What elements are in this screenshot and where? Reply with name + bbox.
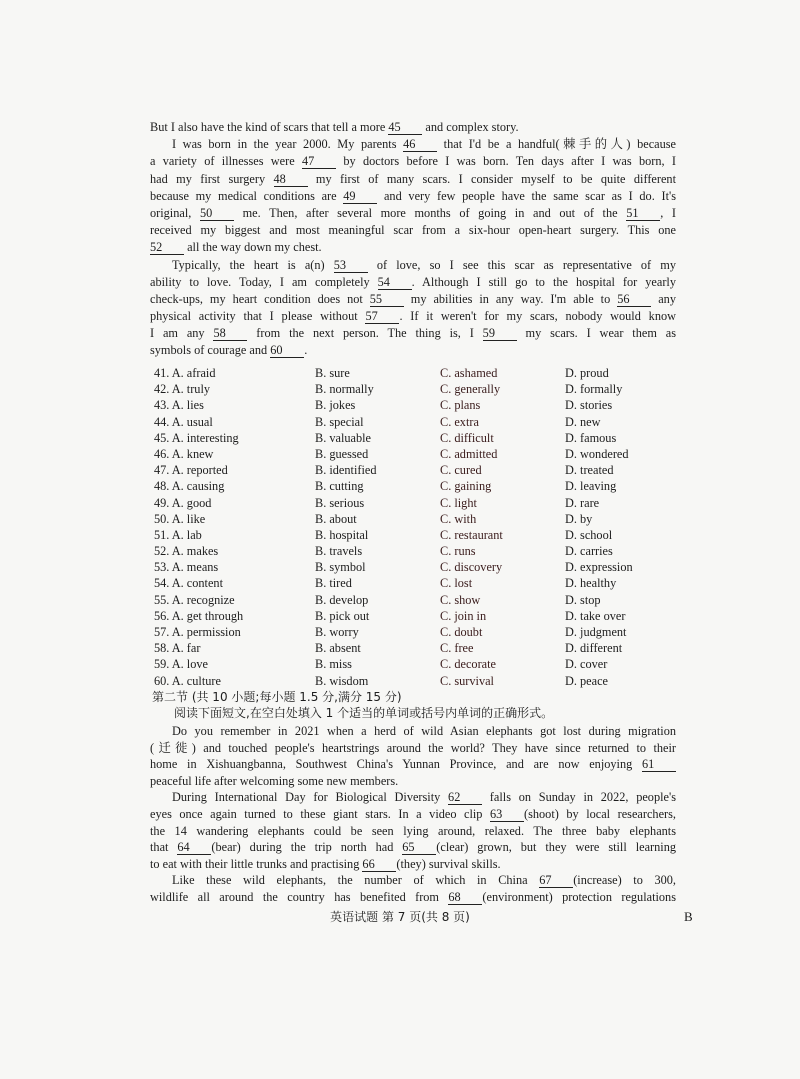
answer-blank: 66 <box>362 858 396 872</box>
option-c: C. extra <box>440 414 479 429</box>
option-b: B. serious <box>315 495 365 510</box>
option-d: D. treated <box>565 463 614 478</box>
option-a: 60. A. culture <box>154 673 221 688</box>
answer-blank: 52 <box>150 241 184 255</box>
text-segment: wildlife all around the country has benefited from <box>150 889 449 904</box>
answer-blank: 65 <box>402 841 436 855</box>
option-row <box>150 559 676 575</box>
option-a: 55. A. recognize <box>154 592 235 607</box>
answer-blank: 61 <box>642 758 676 772</box>
answer-blank: 55 <box>370 293 404 307</box>
text-line <box>150 274 676 291</box>
text-segment: physical activity that I please without <box>150 309 366 324</box>
text-segment: and complex story. <box>422 120 519 134</box>
text-segment: original, <box>150 205 200 220</box>
text-line <box>150 872 676 889</box>
text-line <box>150 342 676 359</box>
text-segment: (increase) to 300, <box>573 873 676 888</box>
option-d: D. stop <box>565 592 601 607</box>
text-line <box>150 740 676 757</box>
option-row <box>150 608 676 624</box>
text-line <box>150 308 676 325</box>
option-row <box>150 414 676 430</box>
answer-blank: 64 <box>177 841 211 855</box>
option-row <box>150 462 676 478</box>
text-segment: I was born in the year 2000. My parents <box>172 137 404 152</box>
text-segment: Like these wild elephants, the number of which in China <box>172 873 540 888</box>
option-c: C. light <box>440 495 477 510</box>
text-segment: (迁徙) and touched people's heartstrings around the world? They have since returned to their <box>150 740 676 755</box>
answer-blank: 47 <box>302 155 336 169</box>
option-a: 59. A. love <box>154 657 208 672</box>
option-b: B. cutting <box>315 479 364 494</box>
text-segment: me. Then, after several more months of going in and out of the <box>233 205 627 220</box>
text-line <box>150 239 676 256</box>
text-line <box>150 257 676 274</box>
option-c: C. doubt <box>440 625 483 639</box>
option-a: 52. A. makes <box>154 544 219 559</box>
option-c: C. difficult <box>440 430 494 445</box>
answer-blank: 45 <box>388 121 422 135</box>
text-line <box>150 823 676 840</box>
option-a: 48. A. causing <box>154 479 225 494</box>
option-d: D. expression <box>565 560 633 575</box>
option-row <box>150 592 676 608</box>
option-a: 53. A. means <box>154 560 219 575</box>
option-c: C. admitted <box>440 446 498 461</box>
text-segment: any <box>651 291 676 306</box>
text-segment: home in Xishuangbanna, Southwest China's Yunnan Province, and are now enjoying <box>150 757 642 772</box>
text-line <box>150 325 676 342</box>
text-segment: from the next person. The thing is, I <box>247 326 483 341</box>
option-b: B. hospital <box>315 527 369 542</box>
option-a: 41. A. afraid <box>154 366 216 380</box>
option-a: 43. A. lies <box>154 398 204 413</box>
text-segment: peaceful life after welcoming some new members. <box>150 773 399 788</box>
text-segment: . Although I still go to the hospital for yearly <box>411 274 676 289</box>
answer-blank: 50 <box>200 207 234 221</box>
option-a: 47. A. reported <box>154 463 228 478</box>
answer-blank: 62 <box>448 791 482 805</box>
text-line <box>150 222 676 239</box>
option-a: 44. A. usual <box>154 414 213 429</box>
option-row <box>150 527 676 543</box>
section-heading: 第二节 (共 10 小题;每小题 1.5 分,满分 15 分) <box>152 690 402 704</box>
text-segment: falls on Sunday in 2022, people's <box>482 790 676 805</box>
option-c: C. survival <box>440 673 494 688</box>
option-row <box>150 381 676 397</box>
text-line <box>150 205 676 222</box>
option-a: 54. A. content <box>154 576 223 591</box>
option-b: B. normally <box>315 382 374 397</box>
text-segment: But I also have the kind of scars that tell a more <box>150 120 389 134</box>
text-line <box>150 839 676 856</box>
text-segment: ability to love. Today, I am completely <box>150 274 378 289</box>
option-row <box>150 656 676 672</box>
text-segment: to eat with their little trunks and practising <box>150 856 363 871</box>
option-b: B. valuable <box>315 430 372 445</box>
passage-fill-in <box>150 723 676 906</box>
option-c: C. plans <box>440 398 481 413</box>
text-segment: (they) survival skills. <box>396 856 501 871</box>
option-d: D. cover <box>565 657 608 672</box>
option-d: D. school <box>565 527 613 542</box>
option-a: 56. A. get through <box>154 608 244 623</box>
option-row <box>150 495 676 511</box>
text-segment: . <box>304 343 308 358</box>
option-c: C. decorate <box>440 657 496 672</box>
option-a: 45. A. interesting <box>154 430 239 445</box>
section-instruction: 阅读下面短文,在空白处填入 1 个适当的单词或括号内单词的正确形式。 <box>174 706 554 720</box>
option-d: D. leaving <box>565 479 617 494</box>
option-d: D. healthy <box>565 576 617 591</box>
version-mark: B <box>684 909 693 924</box>
text-segment: all the way down my chest. <box>184 240 322 255</box>
option-c: C. cured <box>440 463 482 478</box>
option-c: C. lost <box>440 576 473 591</box>
option-b: B. pick out <box>315 608 370 623</box>
option-a: 51. A. lab <box>154 527 202 542</box>
text-line <box>150 773 676 790</box>
answer-blank: 68 <box>448 891 482 905</box>
option-a: 58. A. far <box>154 641 201 656</box>
text-segment: a variety of illnesses were <box>150 154 303 169</box>
option-row <box>150 624 676 640</box>
text-line <box>150 889 676 906</box>
answer-blank: 49 <box>343 190 377 204</box>
text-segment: the 14 wandering elephants could be seen lying around, relaxed. The three baby elephants <box>150 823 676 838</box>
text-segment: During International Day for Biological Diversity <box>172 790 449 805</box>
option-d: D. new <box>565 414 601 429</box>
text-segment: , I <box>660 205 676 220</box>
text-segment: my scars. I wear them as <box>516 326 676 341</box>
answer-blank: 59 <box>483 327 517 341</box>
answer-blank: 48 <box>274 173 308 187</box>
option-row <box>150 575 676 591</box>
option-d: D. wondered <box>565 446 629 461</box>
option-c: C. runs <box>440 544 476 559</box>
option-c: C. generally <box>440 382 501 397</box>
option-d: D. formally <box>565 382 623 397</box>
text-segment: (bear) during the trip north had <box>211 840 403 855</box>
option-row <box>150 543 676 559</box>
text-segment: of love, so I see this scar as representative of my <box>367 257 676 272</box>
option-b: B. symbol <box>315 560 366 575</box>
answer-blank: 46 <box>403 138 437 152</box>
option-b: B. jokes <box>315 398 356 413</box>
option-b: B. identified <box>315 463 377 478</box>
text-segment: check-ups, my heart condition does not <box>150 291 370 306</box>
text-segment: symbols of courage and <box>150 343 271 358</box>
option-c: C. gaining <box>440 479 492 494</box>
option-c: C. free <box>440 641 474 656</box>
text-segment: by doctors before I was born. Ten days after I was born, I <box>336 154 676 169</box>
answer-blank: 57 <box>365 310 399 324</box>
option-d: D. take over <box>565 608 626 623</box>
option-c: C. with <box>440 511 477 526</box>
text-segment: (clear) grown, but they were still learning <box>436 840 676 855</box>
text-line <box>150 806 676 823</box>
option-row <box>150 640 676 656</box>
text-line <box>150 171 676 188</box>
answer-blank: 58 <box>213 327 247 341</box>
text-line <box>150 291 676 308</box>
text-segment: had my first surgery <box>150 171 274 186</box>
option-b: B. develop <box>315 592 369 607</box>
text-segment: my abilities in any way. I'm able to <box>403 291 618 306</box>
option-a: 46. A. knew <box>154 446 214 461</box>
option-d: D. judgment <box>565 625 627 639</box>
text-segment: received my biggest and most meaningful scar from a six-hour open-heart surgery. This one <box>150 223 676 238</box>
text-segment: (shoot) by local researchers, <box>524 806 676 821</box>
text-segment: because my medical conditions are <box>150 188 344 203</box>
option-c: C. show <box>440 592 481 607</box>
option-c: C. discovery <box>440 560 503 575</box>
answer-blank: 54 <box>378 276 412 290</box>
option-d: D. proud <box>565 366 609 380</box>
text-line <box>150 136 676 153</box>
option-b: B. wisdom <box>315 673 369 688</box>
answer-blank: 63 <box>490 808 524 822</box>
option-b: B. guessed <box>315 446 369 461</box>
option-a: 49. A. good <box>154 495 212 510</box>
option-a: 57. A. permission <box>154 625 241 639</box>
answer-blank: 51 <box>626 207 660 221</box>
option-b: B. travels <box>315 544 363 559</box>
option-row <box>150 365 676 381</box>
text-segment: I am any <box>150 326 214 341</box>
text-line <box>150 119 676 136</box>
text-line <box>150 856 676 873</box>
answer-blank: 53 <box>334 259 368 273</box>
option-b: B. worry <box>315 625 359 639</box>
text-segment: that I'd be a handful(棘手的人) because <box>437 137 677 152</box>
option-b: B. miss <box>315 657 352 672</box>
text-segment: Do you remember in 2021 when a herd of wild Asian elephants got lost during migration <box>172 724 676 738</box>
text-segment: eyes once again turned to these giant stars. In a video clip <box>150 806 490 821</box>
option-row <box>150 430 676 446</box>
option-b: B. special <box>315 414 364 429</box>
option-c: C. ashamed <box>440 366 498 380</box>
option-d: D. peace <box>565 673 609 688</box>
answer-blank: 56 <box>617 293 651 307</box>
option-row <box>150 397 676 413</box>
answer-blank: 67 <box>539 874 573 888</box>
option-d: D. rare <box>565 495 600 510</box>
option-row <box>150 478 676 494</box>
text-segment: and very few people have the same scar as I do. It's <box>377 188 676 203</box>
answer-blank: 60 <box>270 344 304 358</box>
option-c: C. join in <box>440 608 487 623</box>
text-segment: Typically, the heart is a(n) <box>172 257 334 272</box>
option-a: 42. A. truly <box>154 382 211 397</box>
text-line <box>150 756 676 773</box>
text-line <box>150 789 676 806</box>
option-d: D. different <box>565 641 623 656</box>
option-row <box>150 673 676 689</box>
text-line <box>150 723 676 740</box>
option-d: D. famous <box>565 430 617 445</box>
option-b: B. sure <box>315 366 350 380</box>
text-segment: (environment) protection regulations <box>482 889 676 904</box>
text-segment: my first of many scars. I consider myself to be quite different <box>307 171 676 186</box>
option-d: D. stories <box>565 398 613 413</box>
option-d: D. carries <box>565 544 613 559</box>
option-row <box>150 446 676 462</box>
text-line <box>150 153 676 170</box>
option-d: D. by <box>565 511 593 526</box>
page-footer: 英语试题 第 7 页(共 8 页) <box>330 910 470 924</box>
option-b: B. about <box>315 511 357 526</box>
passage-cloze <box>150 119 676 360</box>
text-segment: . If it weren't for my scars, nobody would know <box>399 309 676 324</box>
option-b: B. absent <box>315 641 361 656</box>
option-row <box>150 511 676 527</box>
options-table <box>150 365 676 689</box>
option-b: B. tired <box>315 576 352 591</box>
text-segment: that <box>150 840 178 855</box>
option-a: 50. A. like <box>154 511 206 526</box>
text-line <box>150 188 676 205</box>
option-c: C. restaurant <box>440 527 503 542</box>
